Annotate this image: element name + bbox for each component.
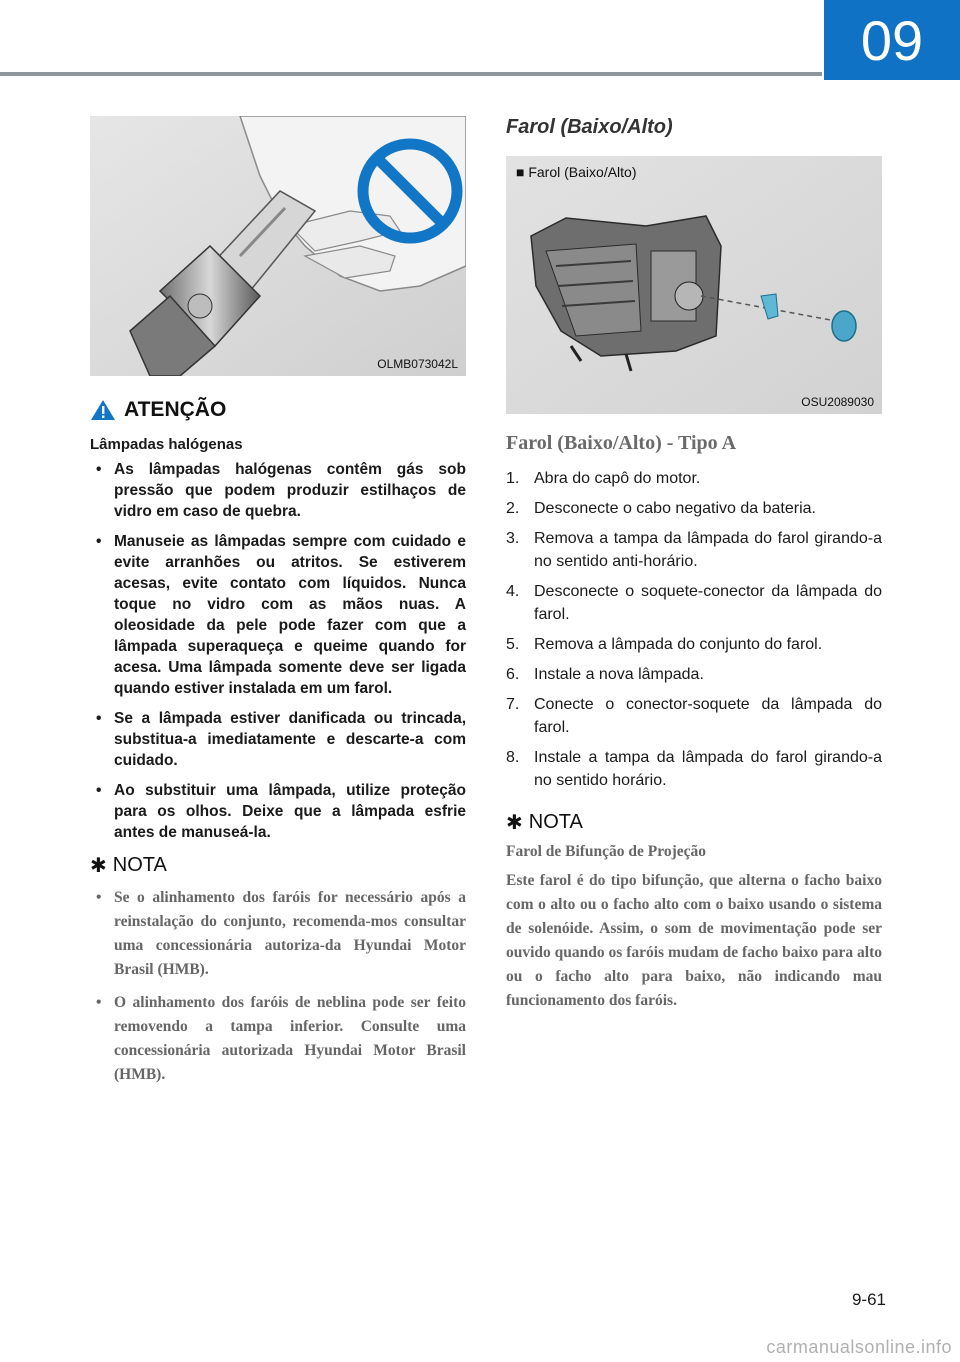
- warning-list: [90, 459, 466, 843]
- section-title: Farol (Baixo/Alto): [506, 116, 673, 138]
- nota-list: [90, 886, 466, 1087]
- cross-star-icon: ✱: [506, 812, 523, 834]
- list-item: • Manuseie as lâmpadas sempre com cuidado e evite arranhões ou atritos. Se estiverem acesas, evite contato com líquidos. Nunca toque no vidro com as mãos nuas. A oleosidade da pele pode fazer com que a lâmpada superaqueça e queime quando for acesa. Uma lâmpada somente deve ser ligada quando estiver instalada em um farol.: [90, 531, 466, 699]
- list-item: 1. Abra do capô do motor.: [506, 470, 701, 487]
- list-item: 3. Remova a tampa da lâmpada do farol girando-a no sentido anti-horário.: [506, 530, 882, 570]
- nota-title: NOTA: [528, 811, 583, 833]
- list-item: • As lâmpadas halógenas contêm gás sob pressão que podem produzir estilhaços de vidro em caso de quebra.: [90, 459, 466, 522]
- warning-header: [90, 398, 466, 422]
- nota-header: [506, 810, 882, 835]
- figure-caption: ■ Farol (Baixo/Alto): [516, 164, 637, 180]
- list-item: 5. Remova a lâmpada do conjunto do farol.: [506, 636, 823, 653]
- nota-header: [90, 853, 466, 878]
- bulb-hand-illustration: [90, 116, 466, 376]
- chapter-tab: 09: [824, 0, 960, 80]
- nota-text: Este farol é do tipo bifunção, que alterna o facho baixo com o alto ou o facho alto com o baixo usando o sistema de solenóide. Assim, o som de movimentação pode ser ouvido quando os faróis mudam de facho baixo para alto ou o facho alto para baixo, não indicando mau funcionamento dos faróis.: [506, 872, 882, 1009]
- list-item: 6. Instale a nova lâmpada.: [506, 666, 704, 683]
- cross-star-icon: ✱: [90, 855, 107, 877]
- bulb-handling-figure: [90, 116, 466, 376]
- left-column: [90, 116, 466, 1096]
- list-item: • Ao substituir uma lâmpada, utilize proteção para os olhos. Deixe que a lâmpada esfrie antes de manuseá-la.: [90, 780, 466, 843]
- list-item: • Se a lâmpada estiver danificada ou trincada, substitua-a imediatamente e descarte-a com cuidado.: [90, 708, 466, 771]
- right-column: [506, 116, 882, 1013]
- list-item: 7. Conecte o conector-soquete da lâmpada do farol.: [506, 696, 882, 736]
- nota-title: NOTA: [112, 854, 167, 876]
- list-item: 4. Desconecte o soquete-conector da lâmpada do farol.: [506, 583, 882, 623]
- page-number: 9-61: [851, 1290, 886, 1309]
- headlamp-figure: [506, 156, 882, 414]
- steps-list: [506, 467, 882, 792]
- warning-title: ATENÇÃO: [124, 398, 227, 421]
- list-item: 8. Instale a tampa da lâmpada do farol girando-a no sentido horário.: [506, 749, 882, 789]
- list-item: 2. Desconecte o cabo negativo da bateria.: [506, 500, 816, 517]
- subsection-title: Farol (Baixo/Alto) - Tipo A: [506, 432, 737, 454]
- warning-triangle-icon: [90, 399, 116, 421]
- watermark: carmanualsonline.info: [766, 1337, 952, 1357]
- list-item: • O alinhamento dos faróis de neblina pode ser feito removendo a tampa inferior. Consulte uma concessionária autorizada Hyundai Motor Brasil (HMB).: [90, 991, 466, 1087]
- header-rule: [0, 72, 822, 76]
- figure-code: OSU2089030: [801, 395, 874, 409]
- headlamp-illustration: [506, 156, 882, 414]
- nota-subtitle: Farol de Bifunção de Projeção: [506, 843, 707, 860]
- warning-subtitle: Lâmpadas halógenas: [90, 436, 243, 453]
- figure-code: OLMB073042L: [377, 357, 458, 371]
- list-item: • Se o alinhamento dos faróis for necessário após a reinstalação do conjunto, recomenda-mos consultar uma concessionária autoriza-da Hyundai Motor Brasil (HMB).: [90, 886, 466, 982]
